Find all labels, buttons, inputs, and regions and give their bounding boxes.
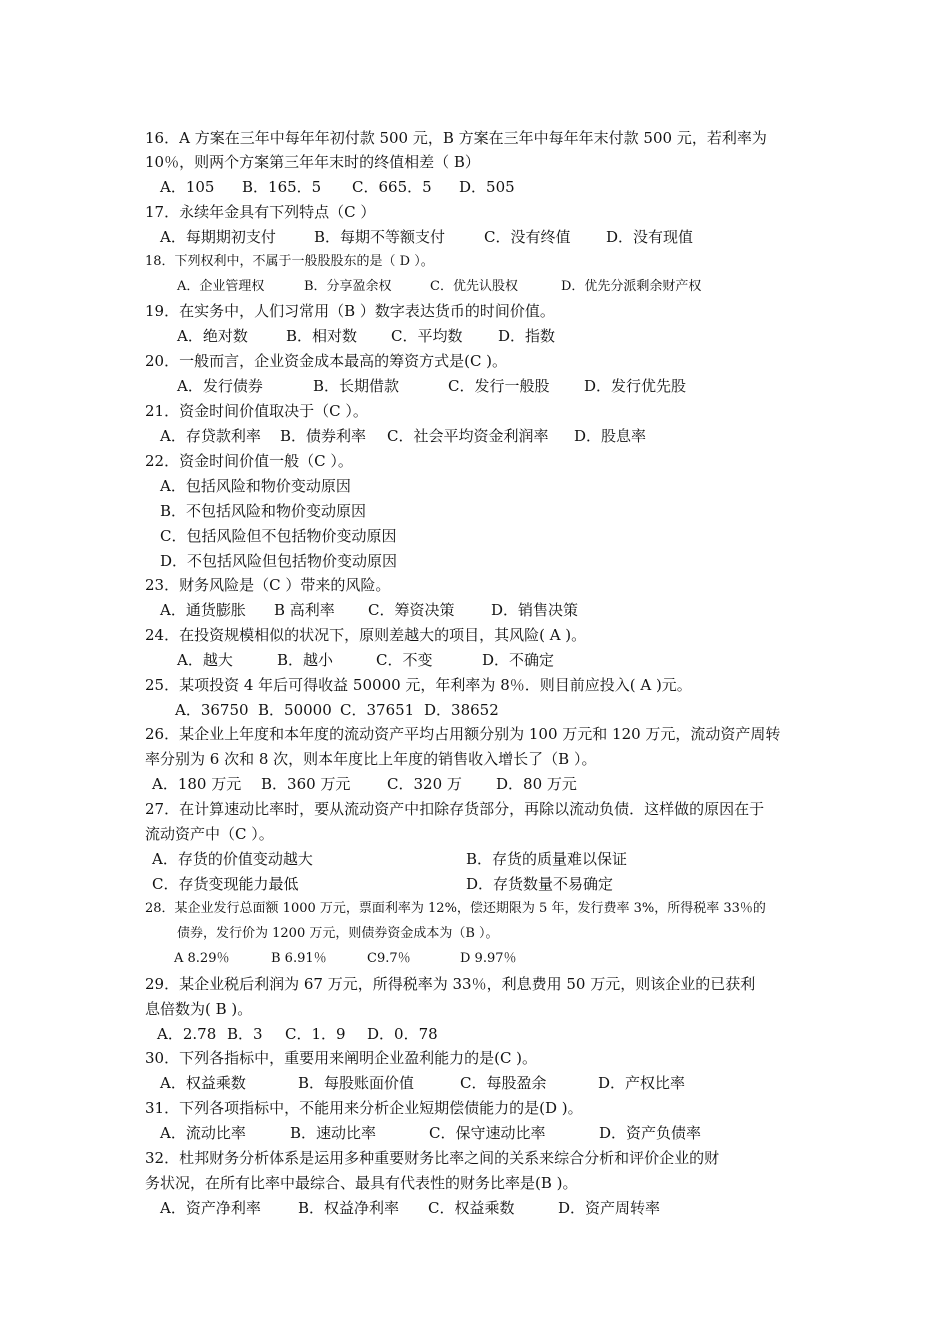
question-32-stem-line-2: 务状况，在所有比率中最综合、最具有代表性的财务比率是(B )。 [145, 1174, 578, 1192]
question-28-options [174, 949, 517, 969]
option-a: A．105 [160, 178, 215, 196]
option-b: B．360 万元 [261, 775, 351, 793]
option-b: B．长期借款 [313, 377, 400, 395]
question-27-option-d: D．存货数量不易确定 [466, 875, 614, 893]
option-b: B．每期不等额支付 [314, 228, 446, 246]
option-a: A．绝对数 [177, 327, 248, 345]
option-c: C．发行一般股 [448, 377, 550, 395]
option-b: B．越小 [277, 651, 334, 669]
question-20-stem: 20．一般而言，企业资金成本最高的筹资方式是(C )。 [145, 352, 508, 370]
option-c: C．优先认股权 [430, 279, 518, 294]
question-29-stem-line-2: 息倍数为( B )。 [145, 1000, 253, 1018]
option-d: D．资产负债率 [599, 1124, 702, 1142]
option-b: B 高利率 [274, 601, 335, 619]
option-d: D．不确定 [482, 651, 555, 669]
option-a: A．发行债券 [177, 377, 263, 395]
question-22-option-a: A．包括风险和物价变动原因 [160, 477, 351, 495]
option-d: D．505 [459, 178, 515, 196]
option-a: A．资产净利率 [160, 1199, 261, 1217]
question-27-stem-line-2: 流动资产中（C ）。 [145, 825, 274, 843]
option-a: A．存贷款利率 [160, 427, 261, 445]
question-24-stem: 24．在投资规模相似的状况下，原则差越大的项目，其风险( A )。 [145, 626, 587, 644]
question-27-option-b: B．存货的质量难以保证 [466, 850, 628, 868]
question-25-options [175, 700, 499, 720]
question-26-stem-line-2: 率分别为 6 次和 8 次，则本年度比上年度的销售收入增长了（B ）。 [145, 750, 597, 768]
question-24-options [177, 650, 554, 670]
option-d: D．发行优先股 [584, 377, 687, 395]
option-d: D．没有现值 [606, 228, 694, 246]
option-c: C．权益乘数 [428, 1199, 515, 1217]
question-23-stem: 23．财务风险是（C ）带来的风险。 [145, 576, 391, 594]
option-d: D．产权比率 [598, 1074, 686, 1092]
question-20-options [177, 376, 686, 396]
question-23-options [160, 600, 578, 620]
question-22-option-d: D．不包括风险但包括物价变动原因 [160, 552, 398, 570]
option-c: C．没有终值 [484, 228, 571, 246]
question-31-options [160, 1123, 701, 1143]
option-d: D．股息率 [574, 427, 647, 445]
option-c: C．保守速动比率 [429, 1124, 546, 1142]
question-26-options [152, 774, 577, 794]
option-a: A．权益乘数 [160, 1074, 246, 1092]
option-a: A．通货膨胀 [160, 601, 246, 619]
option-a: A．流动比率 [160, 1124, 246, 1142]
question-18-options [177, 277, 701, 297]
option-b: B．165．5 [242, 178, 322, 196]
question-17-options [160, 227, 693, 247]
question-16-options [160, 177, 515, 197]
question-32-stem-line-1: 32．杜邦财务分析体系是运用多种重要财务比率之间的关系来综合分析和评价企业的财 [145, 1149, 720, 1167]
option-c: C9.7％ [367, 951, 411, 966]
question-30-stem: 30．下列各指标中，重要用来阐明企业盈利能力的是(C )。 [145, 1049, 538, 1067]
option-b: B．相对数 [286, 327, 358, 345]
option-c: C．不变 [376, 651, 433, 669]
question-29-stem-line-1: 29．某企业税后利润为 67 万元，所得税率为 33％，利息费用 50 万元，则该企业的已获利 [145, 975, 756, 993]
option-c: C．筹资决策 [368, 601, 455, 619]
option-d: D．80 万元 [496, 775, 577, 793]
option-a: A 8.29％ [174, 951, 230, 966]
option-d: D．优先分派剩余财产权 [561, 279, 702, 294]
question-29-options [157, 1024, 438, 1044]
question-18-stem: 18．下列权利中，不属于一般股股东的是（ D ）。 [145, 254, 434, 269]
option-d: D．资产周转率 [558, 1199, 661, 1217]
option-b: B．50000 [258, 701, 332, 719]
question-31-stem: 31．下列各项指标中，不能用来分析企业短期偿债能力的是(D )。 [145, 1099, 583, 1117]
option-b: B．债券利率 [280, 427, 367, 445]
option-b: B．3 [227, 1025, 263, 1043]
question-21-options [160, 426, 646, 446]
option-c: C．320 万 [387, 775, 462, 793]
option-a: A．越大 [177, 651, 233, 669]
option-d: D．38652 [424, 701, 499, 719]
option-c: C．平均数 [391, 327, 463, 345]
question-21-stem: 21．资金时间价值取决于（C ）。 [145, 402, 368, 420]
question-26-stem-line-1: 26．某企业上年度和本年度的流动资产平均占用额分别为 100 万元和 120 万元，流动资产周转 [145, 725, 781, 743]
question-27-option-c: C．存货变现能力最低 [152, 875, 299, 893]
question-22-option-b: B．不包括风险和物价变动原因 [160, 502, 367, 520]
option-d: D．指数 [498, 327, 556, 345]
question-28-stem-line-1: 28．某企业发行总面额 1000 万元，票面利率为 12%，偿还期限为 5 年，发行费率 3%，所得税率 33％的 [145, 901, 766, 916]
option-a: A．2.78 [157, 1025, 217, 1043]
question-30-options [160, 1073, 685, 1093]
option-a: A．36750 [175, 701, 249, 719]
option-a: A．每期期初支付 [160, 228, 276, 246]
option-d: D．销售决策 [491, 601, 579, 619]
option-c: C．社会平均资金利润率 [387, 427, 549, 445]
option-b: B 6.91％ [271, 951, 327, 966]
question-27-stem-line-1: 27．在计算速动比率时，要从流动资产中扣除存货部分，再除以流动负债．这样做的原因在于 [145, 800, 765, 818]
option-b: B．权益净利率 [298, 1199, 400, 1217]
question-22-option-c: C．包括风险但不包括物价变动原因 [160, 527, 397, 545]
question-19-stem: 19．在实务中，人们习常用（B ）数字表达货币的时间价值。 [145, 302, 555, 320]
option-c: C．每股盈余 [460, 1074, 547, 1092]
option-d: D．0．78 [367, 1025, 438, 1043]
question-16-stem-line-1: 16．A 方案在三年中每年年初付款 500 元，B 方案在三年中每年年末付款 500 元，若利率为 [145, 129, 767, 147]
option-c: C．665．5 [352, 178, 432, 196]
question-28-stem-line-2: 债券，发行价为 1200 万元，则债券资金成本为（B ）。 [177, 926, 499, 941]
question-16-stem-line-2: 10％，则两个方案第三年年末时的终值相差（ B） [145, 153, 480, 171]
option-b: B．速动比率 [290, 1124, 377, 1142]
question-25-stem: 25．某项投资 4 年后可得收益 50000 元，年利率为 8％．则目前应投入( A )元。 [145, 676, 692, 694]
question-32-options [160, 1198, 660, 1218]
question-19-options [177, 326, 555, 346]
question-17-stem: 17．永续年金具有下列特点（C ） [145, 203, 376, 221]
option-d: D 9.97％ [460, 951, 517, 966]
option-b: B．分享盈余权 [304, 279, 392, 294]
question-22-stem: 22．资金时间价值一般（C ）。 [145, 452, 353, 470]
option-b: B．每股账面价值 [298, 1074, 415, 1092]
option-a: A．180 万元 [152, 775, 242, 793]
option-a: A．企业管理权 [177, 279, 265, 294]
option-c: C．37651 [340, 701, 415, 719]
question-27-option-a: A．存货的价值变动越大 [152, 850, 313, 868]
option-c: C．1．9 [285, 1025, 346, 1043]
